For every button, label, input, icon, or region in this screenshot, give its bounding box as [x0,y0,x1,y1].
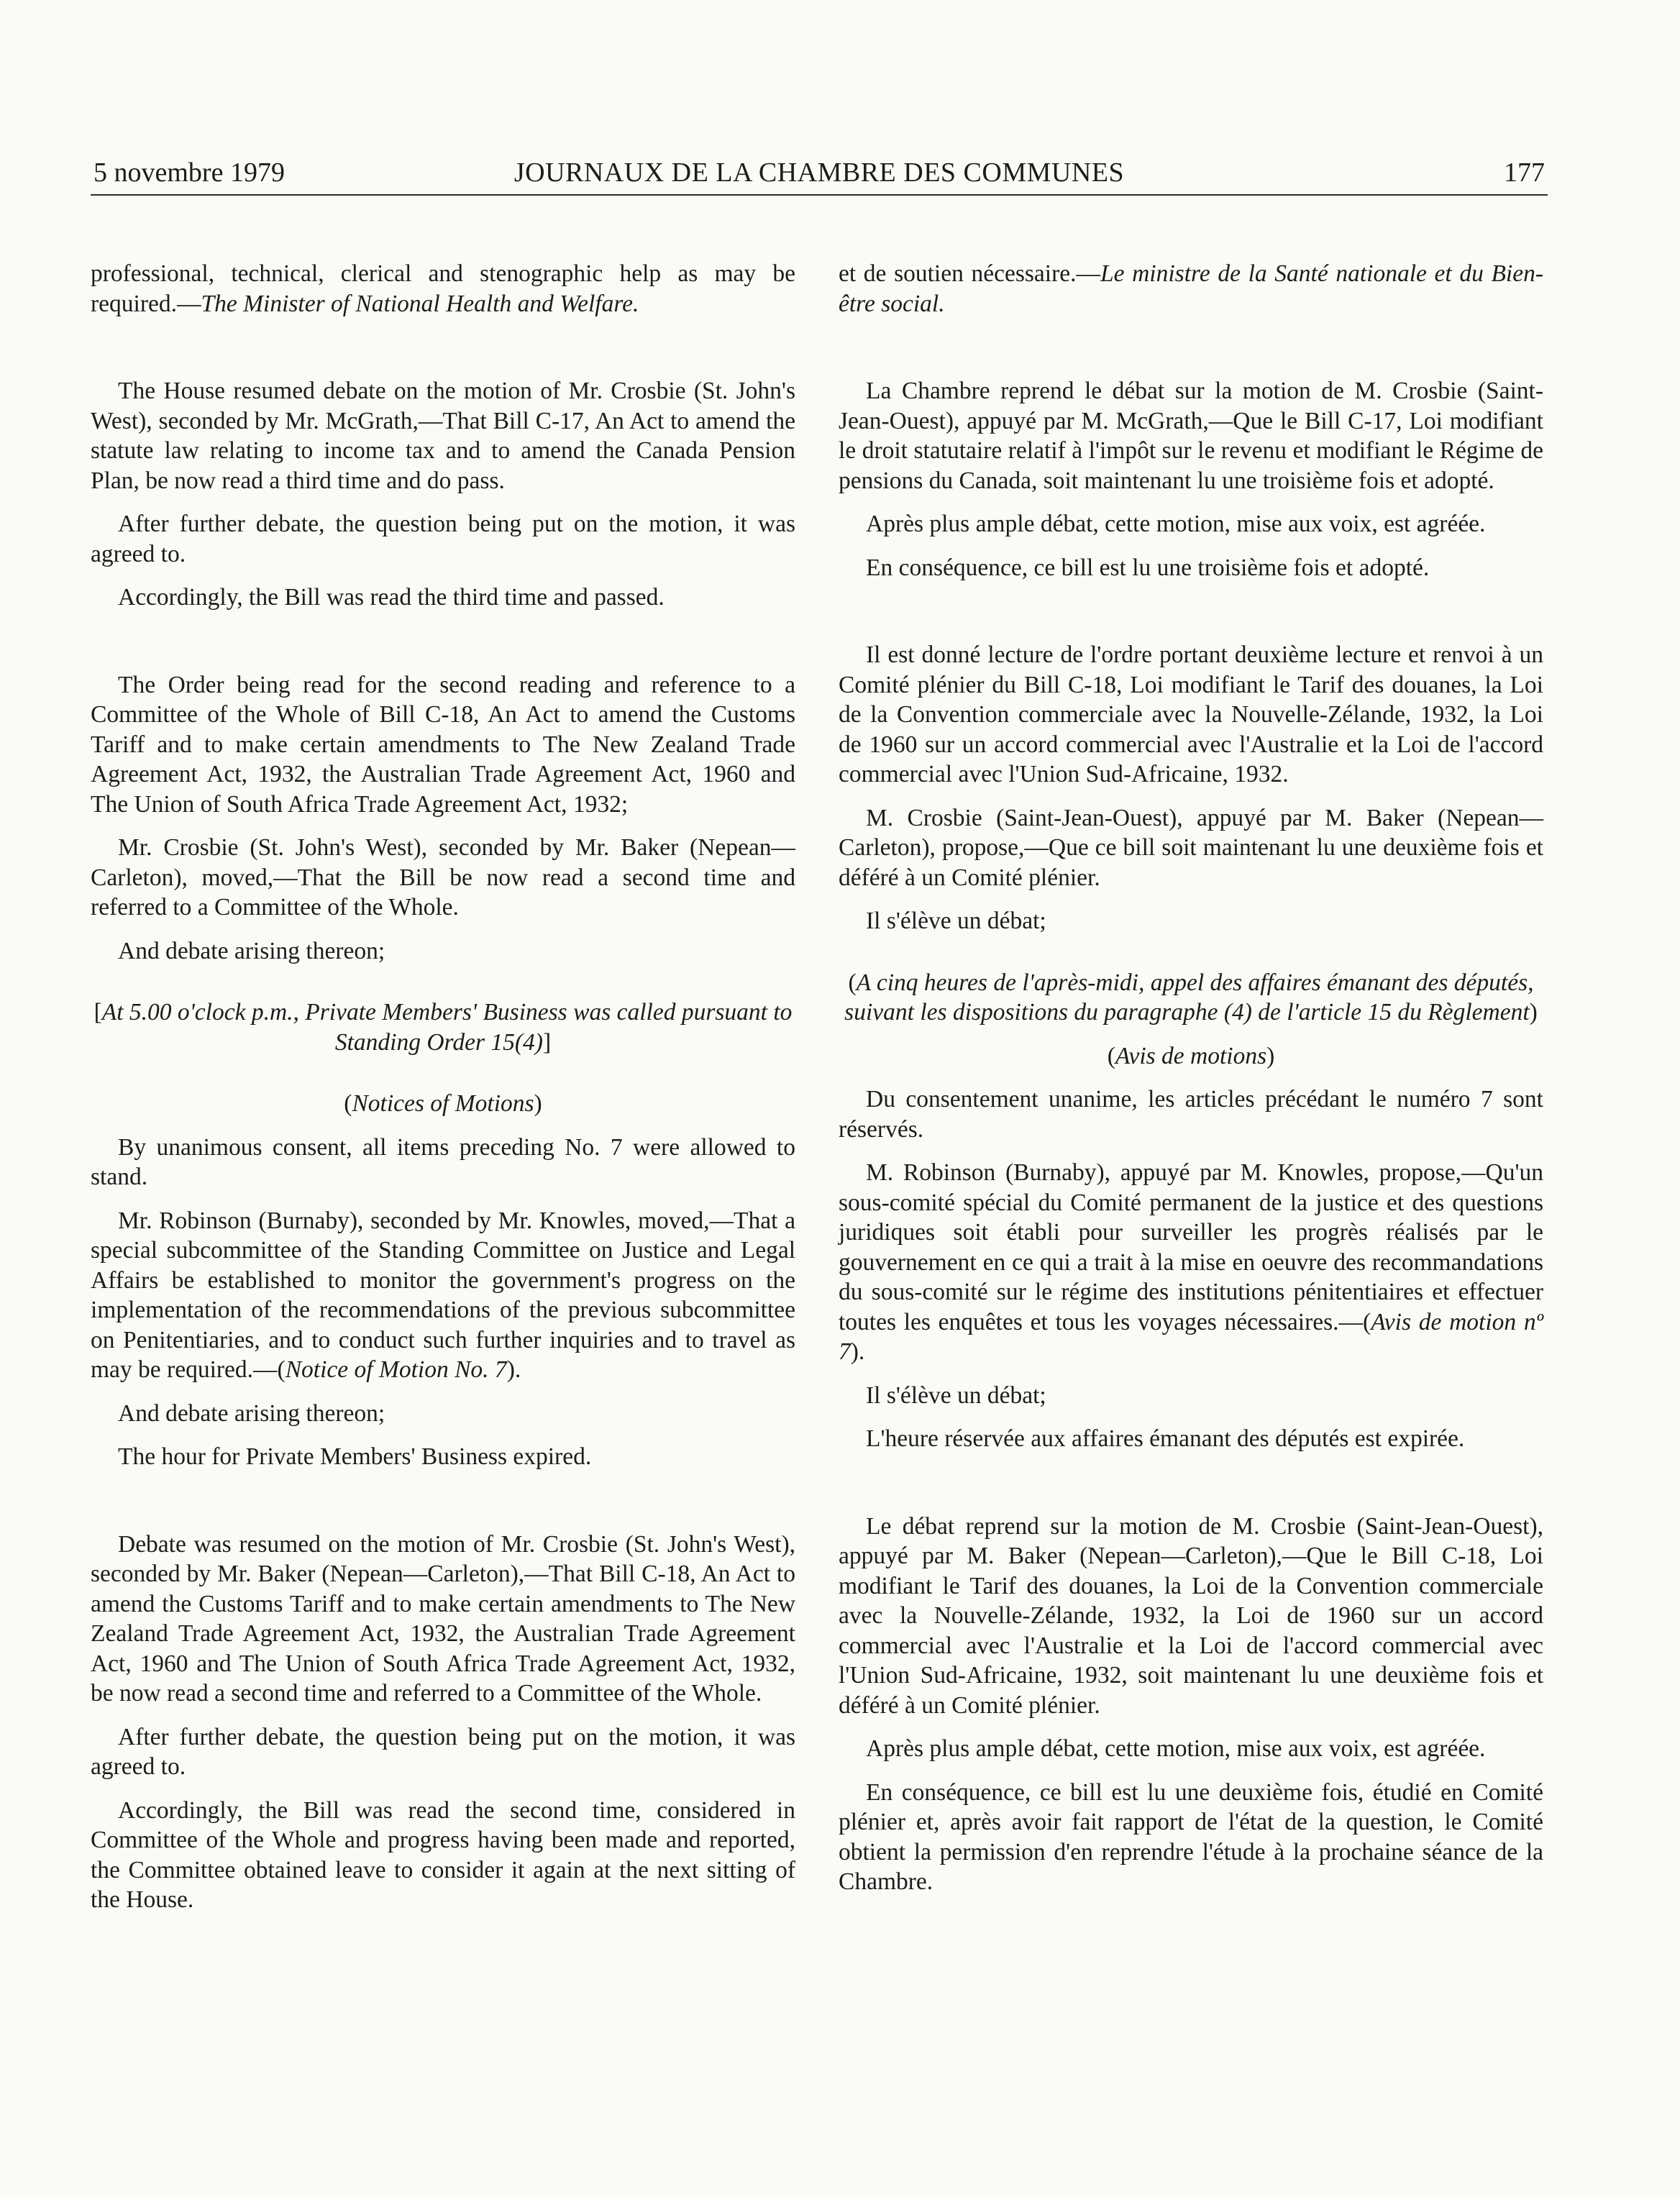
page-header [91,152,1548,196]
en-paragraph-11: Mr. Robinson (Burnaby), seconded by Mr. Knowles, moved,—That a special subcommittee of the Standing Committee on Justice and Legal Affairs be established to monitor the government's progress on the implementation of the recommendations of the previous subcommittee on Penitentiaries, and to conduct such further inquiries and to travel as may be required.—(Notice of Motion No. 7). [91,1207,795,1383]
fr-paragraph-14: Le débat reprend sur la motion de M. Crosbie (Saint-Jean-Ouest), appuyé par M. Baker (Nepean—Carleton),—Que le Bill C-18, Loi modifiant le Tarif des douanes, la Loi de la Convention commerciale avec la Nouvelle-Zélande, 1932, la Loi de 1960 sur un accord commercial avec l'Australie et la Loi de l'accord commercial avec l'Union Sud-Africaine, 1932, soit maintenant lu une deuxième fois et déféré à un Comité plénier. [839,1512,1543,1719]
header-title: JOURNAUX DE LA CHAMBRE DES COMMUNES [513,157,1125,188]
fr-paragraph-1: et de soutien nécessaire.—Le ministre de la Santé nationale et du Bien-être social. [839,260,1543,317]
fr-paragraph-7: Il s'élève un débat; [866,908,1046,934]
fr-paragraph-16: En conséquence, ce bill est lu une deuxième fois, étudié en Comité plénier et, après avoir fait rapport de l'état de la question, le Comité obtient la permission d'en reprendre l'étude à la prochaine séance de la Chambre. [839,1778,1543,1895]
en-paragraph-3: After further debate, the question being put on the motion, it was agreed to. [91,511,795,567]
fr-procedural-note: (A cinq heures de l'après-midi, appel des affaires émanant des députés, suivant les dispositions du paragraphe (4) de l'article 15 du Règlement) [844,969,1538,1026]
header-date: 5 novembre 1979 [93,157,285,188]
en-paragraph-1: professional, technical, clerical and stenographic help as may be required.—The Minister of National Health and Welfare. [91,260,795,317]
fr-paragraph-3: Après plus ample débat, cette motion, mise aux voix, est agréée. [866,511,1486,537]
fr-paragraph-6: M. Crosbie (Saint-Jean-Ouest), appuyé par M. Baker (Nepean—Carleton), propose,—Que ce bill soit maintenant lu une deuxième fois et déféré à un Comité plénier. [839,804,1543,891]
en-paragraph-2: The House resumed debate on the motion of Mr. Crosbie (St. John's West), seconded by Mr. McGrath,—That Bill C-17, An Act to amend the statute law relating to income tax and to amend the Canada Pension Plan, be now read a third time and do pass. [91,378,795,494]
fr-paragraph-4: En conséquence, ce bill est lu une troisième fois et adopté. [866,554,1430,581]
en-paragraph-6: Mr. Crosbie (St. John's West), seconded by Mr. Baker (Nepean—Carleton), moved,—That the Bill be now read a second time and referred to a Committee of the Whole. [91,834,795,921]
en-section-heading: (Notices of Motions) [344,1090,542,1117]
fr-paragraph-11: M. Robinson (Burnaby), appuyé par M. Knowles, propose,—Qu'un sous-comité spécial du Comité permanent de la justice et des questions juridiques soit établi pour surveiller les progrès réalisés par le gouvernement en ce qui a trait à la mise en oeuvre des recommandations du sous-comité sur le régime des institutions pénitentiaires et effectuer toutes les enquêtes et tous les voyages nécessaires.—(Avis de motion nº 7). [839,1159,1543,1365]
en-paragraph-7: And debate arising thereon; [118,937,385,964]
fr-paragraph-12: Il s'élève un débat; [866,1381,1046,1409]
fr-paragraph-2: La Chambre reprend le débat sur la motion de M. Crosbie (Saint-Jean-Ouest), appuyé par M. McGrath,—Que le Bill C-17, Loi modifiant le droit statutaire relatif à l'impôt sur le revenu et modifiant le Régime de pensions du Canada, soit maintenant lu une troisième fois et adopté. [839,378,1543,494]
en-paragraph-13: The hour for Private Members' Business expired. [118,1443,592,1470]
english-column [91,259,795,1915]
en-paragraph-4: Accordingly, the Bill was read the third time and passed. [118,584,665,611]
fr-paragraph-5: Il est donné lecture de l'ordre portant deuxième lecture et renvoi à un Comité plénier du Bill C-18, Loi modifiant le Tarif des douanes, la Loi de la Convention commerciale avec la Nouvelle-Zélande, 1932, la Loi de 1960 sur un accord commercial avec l'Australie et la Loi de l'accord commercial avec l'Union Sud-Africaine, 1932. [839,641,1543,787]
fr-paragraph-10: Du consentement unanime, les articles précédant le numéro 7 sont réservés. [839,1086,1543,1143]
fr-section-heading: (Avis de motions) [1107,1042,1275,1069]
en-paragraph-10: By unanimous consent, all items preceding No. 7 were allowed to stand. [91,1133,795,1190]
en-paragraph-14: Debate was resumed on the motion of Mr. Crosbie (St. John's West), seconded by Mr. Baker (Nepean—Carleton),—That Bill C-18, An Act to amend the Customs Tariff and to make certain amendments to The New Zealand Trade Agreement Act, 1932, the Australian Trade Agreement Act, 1960 and The Union of South Africa Trade Agreement Act, 1932, be now read a second time and referred to a Committee of the Whole. [91,1530,795,1707]
en-paragraph-12: And debate arising thereon; [118,1399,385,1427]
en-procedural-note: [At 5.00 o'clock p.m., Private Members' Business was called pursuant to Standing Order 15(4)] [93,999,793,1056]
en-paragraph-16: Accordingly, the Bill was read the second time, considered in Committee of the Whole and progress having been made and reported, the Committee obtained leave to consider it again at the next sitting of the House. [91,1796,795,1913]
fr-paragraph-15: Après plus ample débat, cette motion, mise aux voix, est agréée. [866,1735,1486,1762]
en-paragraph-15: After further debate, the question being put on the motion, it was agreed to. [91,1723,795,1780]
page-number: 177 [1504,157,1545,188]
french-column [839,259,1543,1897]
fr-paragraph-13: L'heure réservée aux affaires émanant des députés est expirée. [866,1425,1465,1452]
en-paragraph-5: The Order being read for the second reading and reference to a Committee of the Whole of Bill C-18, An Act to amend the Customs Tariff and to make certain amendments to The New Zealand Trade Agreement Act, 1932, the Australian Trade Agreement Act, 1960 and The Union of South Africa Trade Agreement Act, 1932; [91,671,795,818]
